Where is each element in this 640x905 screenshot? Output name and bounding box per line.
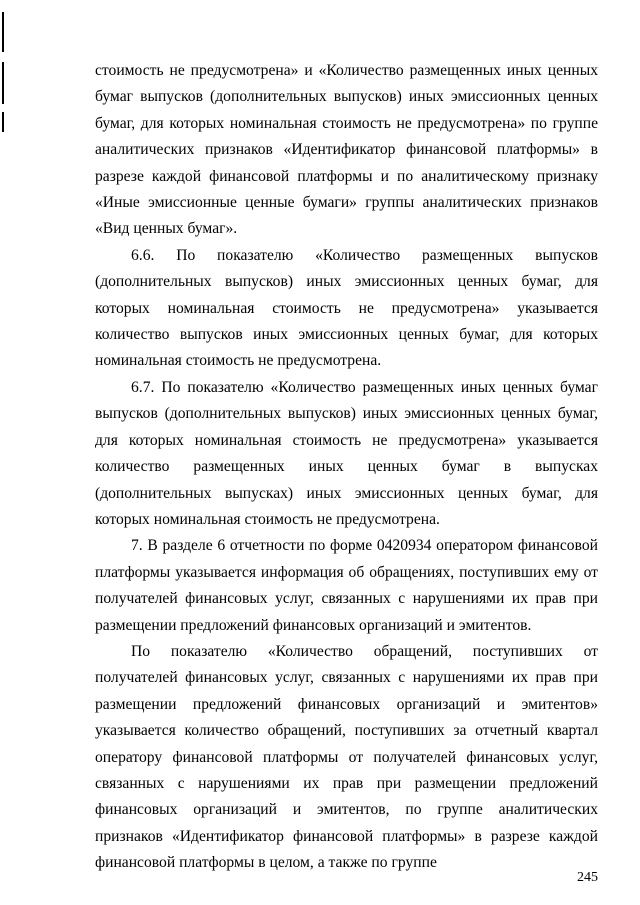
paragraph-7: 7. В разделе 6 отчетности по форме 0420934 оператором финансовой платформы указывается информация об обращениях, поступивших ему от получателей финансовых услуг, связанных с нарушениями их прав при размещении предложений финансовых организаций и эмитентов. [95,537,598,634]
margin-mark [2,112,4,132]
paragraph-6-7: 6.7. По показателю «Количество размещенных иных ценных бумаг выпусков (дополнительных выпусков) иных эмиссионных ценных бумаг, для которых номинальная стоимость не предусмотрена» указывается количество размещенных иных ценных бумаг в выпусках (дополнительных выпусках) иных эмиссионных ценных бумаг, для которых номинальная стоимость не предусмотрена. [95,378,598,528]
margin-mark [2,62,4,104]
document-body [95,58,598,877]
paragraph-6-6: 6.6. По показателю «Количество размещенных выпусков (дополнительных выпусков) иных эмиссионных ценных бумаг, для которых номинальная стоимость не предусмотрена» указывается количество выпусков иных эмиссионных ценных бумаг, для которых номинальная стоимость не предусмотрена. [95,246,598,370]
margin-mark [2,12,4,52]
paragraph-continuation: стоимость не предусмотрена» и «Количество размещенных иных ценных бумаг выпусков (дополнительных выпусков) иных эмиссионных ценных бумаг, для которых номинальная стоимость не предусмотрена» по группе аналитических признаков «Идентификатор финансовой платформы» в разрезе каждой финансовой платформы и по аналитическому признаку «Иные эмиссионные ценные бумаги» группы аналитических признаков «Вид ценных бумаг». [95,62,598,238]
paragraph-complaints: По показателю «Количество обращений, поступивших от получателей финансовых услуг, связанных с нарушениями их прав при размещении предложений финансовых организаций и эмитентов» указывается количество обращений, поступивших за отчетный квартал оператору финансовой платформы от получателей финансовых услуг, связанных с нарушениями их прав при размещении предложений финансовых организаций и эмитентов, по группе аналитических признаков «Идентификатор финансовой платформы» в разрезе каждой финансовой платформы в целом, а также по группе [95,642,598,872]
page-number: 245 [577,870,598,885]
